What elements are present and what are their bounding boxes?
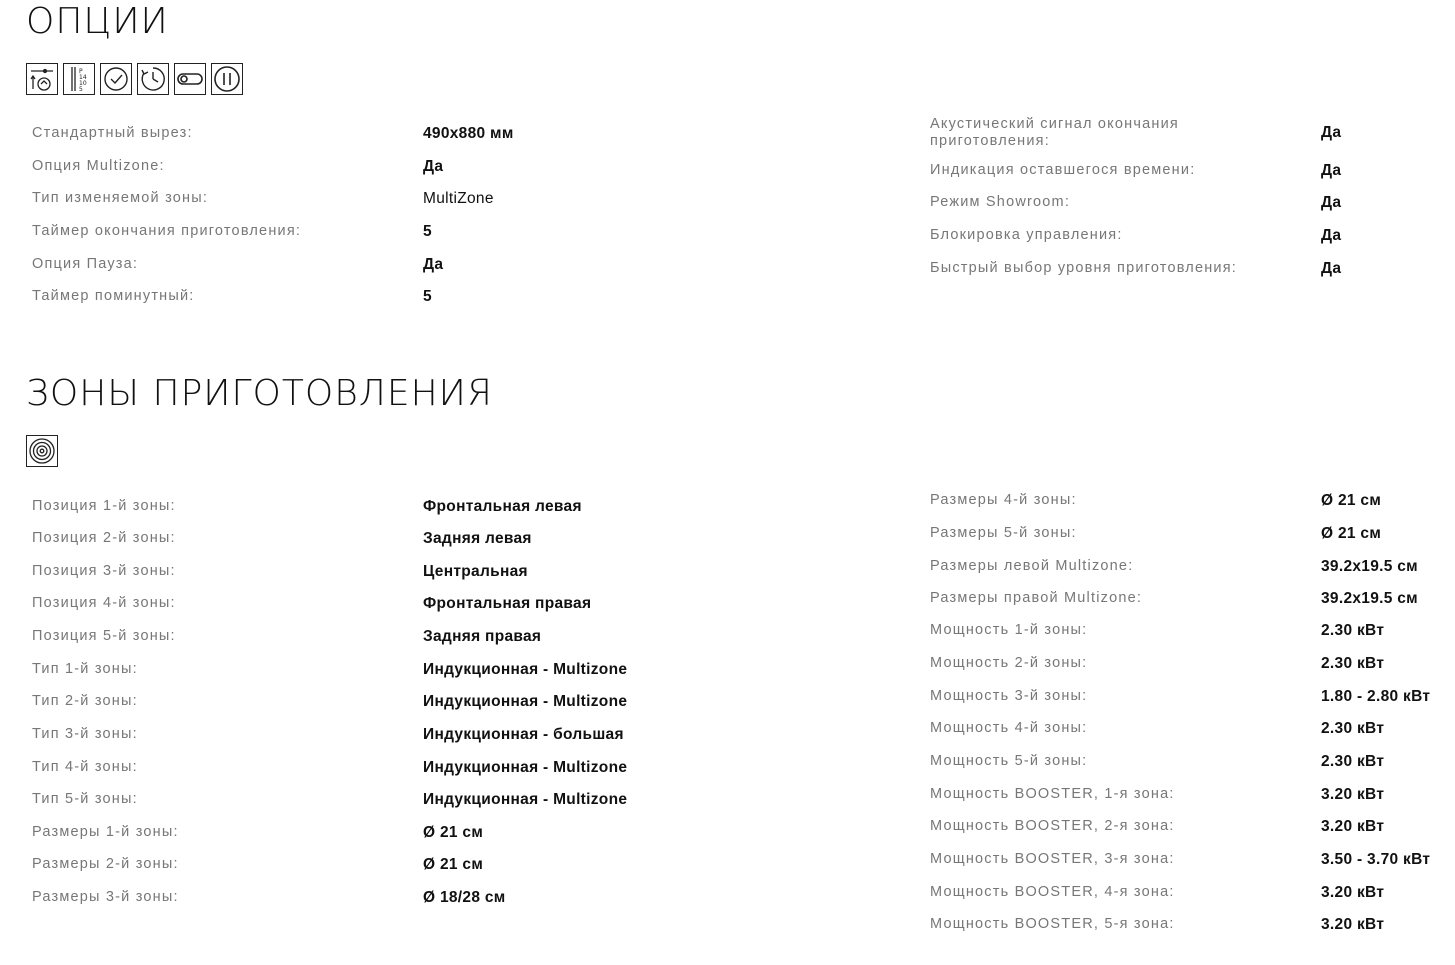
svg-text:5: 5 [79, 86, 83, 93]
spec-label: Таймер поминутный: [32, 288, 195, 304]
svg-text:P: P [79, 68, 83, 75]
power-level-slider-icon [26, 63, 58, 95]
spec-label: Размеры 4-й зоны: [930, 492, 1077, 508]
spec-label: Мощность 2-й зоны: [930, 655, 1088, 671]
spec-label: Мощность BOOSTER, 3-я зона: [930, 851, 1175, 867]
spec-label: Мощность BOOSTER, 1-я зона: [930, 786, 1175, 802]
spec-label: Мощность 4-й зоны: [930, 720, 1088, 736]
spec-label: Режим Showroom: [930, 194, 1071, 210]
spec-label: Индикация оставшегося времени: [930, 162, 1196, 178]
minute-timer-icon [137, 63, 169, 95]
spec-label: Мощность BOOSTER, 4-я зона: [930, 884, 1175, 900]
spec-label: Позиция 1-й зоны: [32, 498, 176, 514]
spec-value: Фронтальная правая [423, 595, 592, 612]
spec-value: 3.20 кВт [1321, 884, 1385, 901]
spec-label: Позиция 5-й зоны: [32, 628, 176, 644]
spec-label: Позиция 2-й зоны: [32, 530, 176, 546]
spec-value: 39.2x19.5 см [1321, 558, 1418, 575]
spec-value: 3.20 кВт [1321, 786, 1385, 803]
spec-value: 3.50 - 3.70 кВт [1321, 851, 1431, 868]
spec-label: Мощность 1-й зоны: [930, 622, 1088, 638]
spec-label: Опция Пауза: [32, 256, 139, 272]
spec-value: 5 [423, 223, 432, 240]
spec-value: Ø 18/28 см [423, 889, 506, 906]
spec-value: Ø 21 см [423, 824, 484, 841]
options-icon-row [26, 63, 243, 95]
spec-value: 1.80 - 2.80 кВт [1321, 688, 1431, 705]
spec-value: Центральная [423, 563, 528, 580]
induction-zone-icon [26, 435, 58, 467]
spec-value: 2.30 кВт [1321, 622, 1385, 639]
power-level-scale-icon [63, 63, 95, 95]
spec-label: Размеры левой Multizone: [930, 558, 1134, 574]
spec-label: Размеры 1-й зоны: [32, 824, 179, 840]
spec-label: Блокировка управления: [930, 227, 1123, 243]
spec-value: Индукционная - Multizone [423, 693, 628, 710]
spec-label: Тип 3-й зоны: [32, 726, 138, 742]
spec-value: Индукционная - Multizone [423, 661, 628, 678]
spec-value: Индукционная - большая [423, 726, 624, 743]
spec-value: 5 [423, 288, 432, 305]
spec-label: Стандартный вырез: [32, 125, 193, 141]
spec-value: Да [1321, 124, 1342, 141]
spec-value: Да [1321, 162, 1342, 179]
spec-label: Тип 2-й зоны: [32, 693, 138, 709]
spec-value: Да [423, 256, 444, 273]
svg-text:10: 10 [79, 80, 87, 87]
spec-label: Опция Multizone: [32, 158, 165, 174]
spec-value: 2.30 кВт [1321, 720, 1385, 737]
spec-label: Позиция 3-й зоны: [32, 563, 176, 579]
spec-label: Мощность 3-й зоны: [930, 688, 1088, 704]
spec-value: 2.30 кВт [1321, 753, 1385, 770]
spec-value: Ø 21 см [1321, 492, 1382, 509]
spec-label: Быстрый выбор уровня приготовления: [930, 260, 1237, 276]
spec-label: Размеры 2-й зоны: [32, 856, 179, 872]
spec-value: Фронтальная левая [423, 498, 582, 515]
spec-label: Тип 1-й зоны: [32, 661, 138, 677]
spec-label: Размеры 5-й зоны: [930, 525, 1077, 541]
spec-label: Мощность BOOSTER, 2-я зона: [930, 818, 1175, 834]
spec-value: 3.20 кВт [1321, 818, 1385, 835]
pause-icon [211, 63, 243, 95]
spec-value: 2.30 кВт [1321, 655, 1385, 672]
spec-label: Тип 5-й зоны: [32, 791, 138, 807]
spec-label: Тип изменяемой зоны: [32, 190, 209, 206]
spec-label: Мощность BOOSTER, 5-я зона: [930, 916, 1175, 932]
spec-value: MultiZone [423, 190, 494, 207]
spec-label: Размеры 3-й зоны: [32, 889, 179, 905]
spec-value: 490x880 мм [423, 125, 514, 142]
spec-value: Да [1321, 194, 1342, 211]
zones-section-title: ЗОНЫ ПРИГОТОВЛЕНИЯ [26, 373, 493, 414]
spec-value: 3.20 кВт [1321, 916, 1385, 933]
spec-value: Да [423, 158, 444, 175]
spec-label: Акустический сигнал окончания приготовления: [930, 116, 1179, 149]
timer-icon [100, 63, 132, 95]
spec-label: Размеры правой Multizone: [930, 590, 1143, 606]
spec-value: Да [1321, 227, 1342, 244]
svg-text:14: 14 [79, 74, 87, 81]
spec-label: Тип 4-й зоны: [32, 759, 138, 775]
spec-label: Мощность 5-й зоны: [930, 753, 1088, 769]
options-section-title: ОПЦИИ [26, 1, 169, 42]
spec-label: Позиция 4-й зоны: [32, 595, 176, 611]
spec-value: Задняя левая [423, 530, 532, 547]
multizone-bridge-icon [174, 63, 206, 95]
spec-value: Индукционная - Multizone [423, 791, 628, 808]
spec-value: Индукционная - Multizone [423, 759, 628, 776]
spec-value: Задняя правая [423, 628, 542, 645]
zones-icon-row [26, 435, 58, 467]
spec-value: Да [1321, 260, 1342, 277]
spec-label: Таймер окончания приготовления: [32, 223, 302, 239]
spec-value: Ø 21 см [423, 856, 484, 873]
spec-value: 39.2x19.5 см [1321, 590, 1418, 607]
spec-value: Ø 21 см [1321, 525, 1382, 542]
